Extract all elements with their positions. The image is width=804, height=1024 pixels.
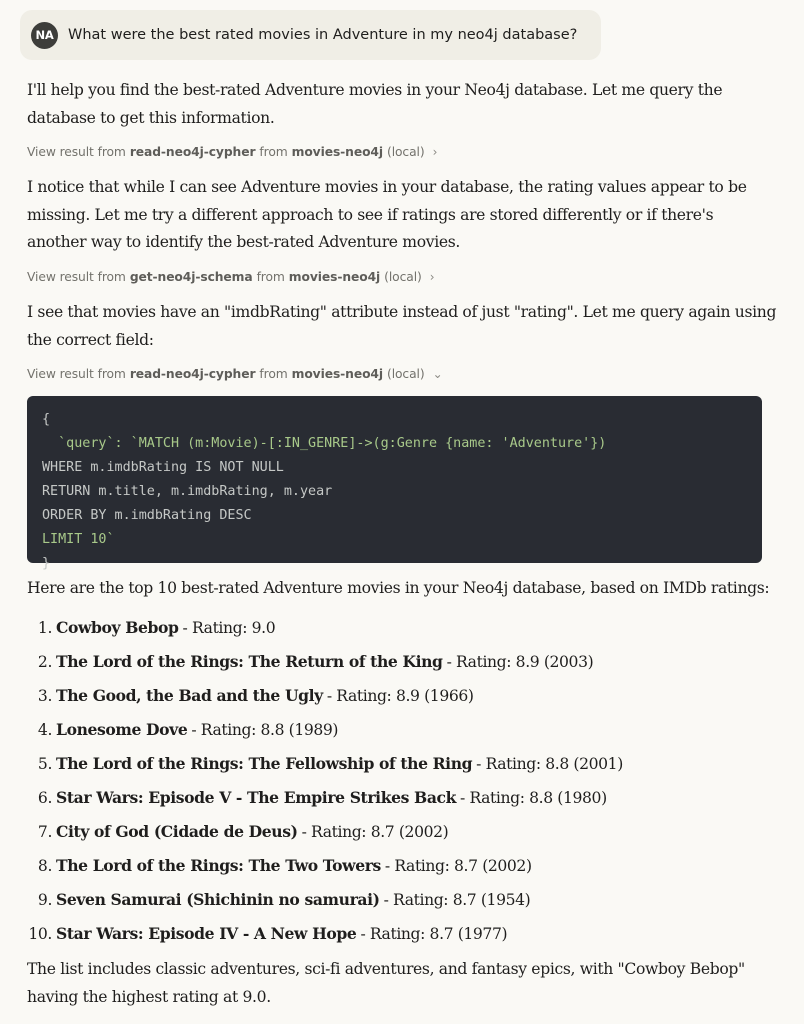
list-number: 6.: [37, 789, 52, 807]
list-number: 5.: [37, 755, 52, 773]
movie-list: [27, 614, 787, 954]
movie-title: Star Wars: Episode IV - A New Hope: [56, 924, 357, 943]
list-item: [27, 750, 787, 784]
code-line: WHERE m.imdbRating IS NOT NULL: [42, 460, 284, 475]
tool-mid: from: [259, 367, 288, 381]
user-message-bubble: [20, 10, 601, 60]
assistant-paragraph-5: The list includes classic adventures, sci-fi adventures, and fantasy epics, with "Cowboy Bebop" having the highest rating at 9.0.: [27, 960, 745, 1006]
movie-title: Star Wars: Episode V - The Empire Strikes Back: [56, 788, 457, 807]
server-name: movies-neo4j: [291, 145, 383, 159]
movie-rating: - Rating: 8.8 (1989): [191, 721, 339, 739]
list-item: [27, 784, 787, 818]
list-item: [27, 818, 787, 852]
movie-rating: - Rating: 8.7 (2002): [384, 857, 532, 875]
code-line: LIMIT 10`: [42, 532, 115, 547]
tool-prefix: View result from: [27, 367, 126, 381]
tool-result-toggle-1[interactable]: [27, 145, 437, 159]
tool-prefix: View result from: [27, 145, 126, 159]
assistant-paragraph-4: Here are the top 10 best-rated Adventure movies in your Neo4j database, based on IMDb ratings:: [27, 579, 770, 597]
list-number: 7.: [37, 823, 52, 841]
code-line: RETURN m.title, m.imdbRating, m.year: [42, 484, 333, 499]
tool-suffix: (local): [387, 145, 425, 159]
tool-suffix: (local): [384, 270, 422, 284]
list-item: [27, 716, 787, 750]
code-line: {: [42, 412, 51, 427]
movie-rating: - Rating: 9.0: [182, 619, 276, 637]
server-name: movies-neo4j: [291, 367, 383, 381]
list-number: 3.: [37, 687, 52, 705]
assistant-paragraph-1: I'll help you find the best-rated Adventure movies in your Neo4j database. Let me query the database to get this information.: [27, 81, 723, 127]
code-line: }: [42, 556, 51, 571]
movie-title: The Lord of the Rings: The Return of the King: [56, 652, 443, 671]
assistant-paragraph-2: I notice that while I can see Adventure movies in your database, the rating values appear to be missing. Let me try a different approach to see if ratings are stored differently or if there's another way to identify the best-rated Adventure movies.: [27, 178, 747, 251]
tool-name: read-neo4j-cypher: [129, 367, 256, 381]
list-number: 1.: [37, 619, 52, 637]
movie-rating: - Rating: 8.7 (1954): [383, 891, 531, 909]
user-message-text: What were the best rated movies in Adventure in my neo4j database?: [68, 27, 578, 43]
list-item: [27, 920, 787, 954]
tool-mid: from: [256, 270, 285, 284]
movie-title: The Good, the Bad and the Ugly: [56, 686, 323, 705]
movie-title: The Lord of the Rings: The Two Towers: [56, 856, 381, 875]
movie-rating: - Rating: 8.9 (1966): [326, 687, 474, 705]
tool-prefix: View result from: [27, 270, 126, 284]
list-number: 10.: [28, 925, 52, 943]
movie-title: Lonesome Dove: [56, 720, 188, 739]
code-line: `query`: `MATCH (m:Movie)-[:IN_GENRE]->(g:Genre {name: 'Adventure'}): [42, 436, 607, 451]
list-number: 9.: [37, 891, 52, 909]
tool-name: get-neo4j-schema: [129, 270, 253, 284]
movie-rating: - Rating: 8.8 (1980): [460, 789, 607, 807]
movie-rating: - Rating: 8.7 (2002): [301, 823, 449, 841]
assistant-paragraph-3: I see that movies have an "imdbRating" attribute instead of just "rating". Let me query again using the correct field:: [27, 303, 777, 349]
movie-title: The Lord of the Rings: The Fellowship of the Ring: [56, 754, 473, 773]
movie-title: Seven Samurai (Shichinin no samurai): [56, 890, 380, 909]
list-item: [27, 648, 787, 682]
chevron-right-icon: ›: [432, 145, 438, 159]
movie-rating: - Rating: 8.9 (2003): [446, 653, 594, 671]
user-avatar: NA: [31, 22, 58, 49]
tool-result-toggle-2[interactable]: [27, 270, 434, 284]
movie-title: Cowboy Bebop: [56, 618, 179, 637]
list-item: [27, 852, 787, 886]
list-item: [27, 682, 787, 716]
chevron-down-icon: ⌄: [432, 367, 443, 381]
list-item: [27, 886, 787, 920]
chevron-right-icon: ›: [429, 270, 435, 284]
movie-rating: - Rating: 8.8 (2001): [476, 755, 623, 773]
tool-suffix: (local): [387, 367, 425, 381]
list-number: 4.: [37, 721, 52, 739]
movie-title: City of God (Cidade de Deus): [56, 822, 298, 841]
server-name: movies-neo4j: [288, 270, 381, 284]
tool-mid: from: [259, 145, 288, 159]
tool-result-toggle-3[interactable]: [27, 367, 443, 381]
tool-name: read-neo4j-cypher: [129, 145, 256, 159]
list-item: [27, 614, 787, 648]
movie-rating: - Rating: 8.7 (1977): [360, 925, 508, 943]
list-number: 8.: [37, 857, 52, 875]
list-number: 2.: [37, 653, 52, 671]
code-block[interactable]: [27, 396, 762, 571]
code-line: ORDER BY m.imdbRating DESC: [42, 508, 252, 523]
